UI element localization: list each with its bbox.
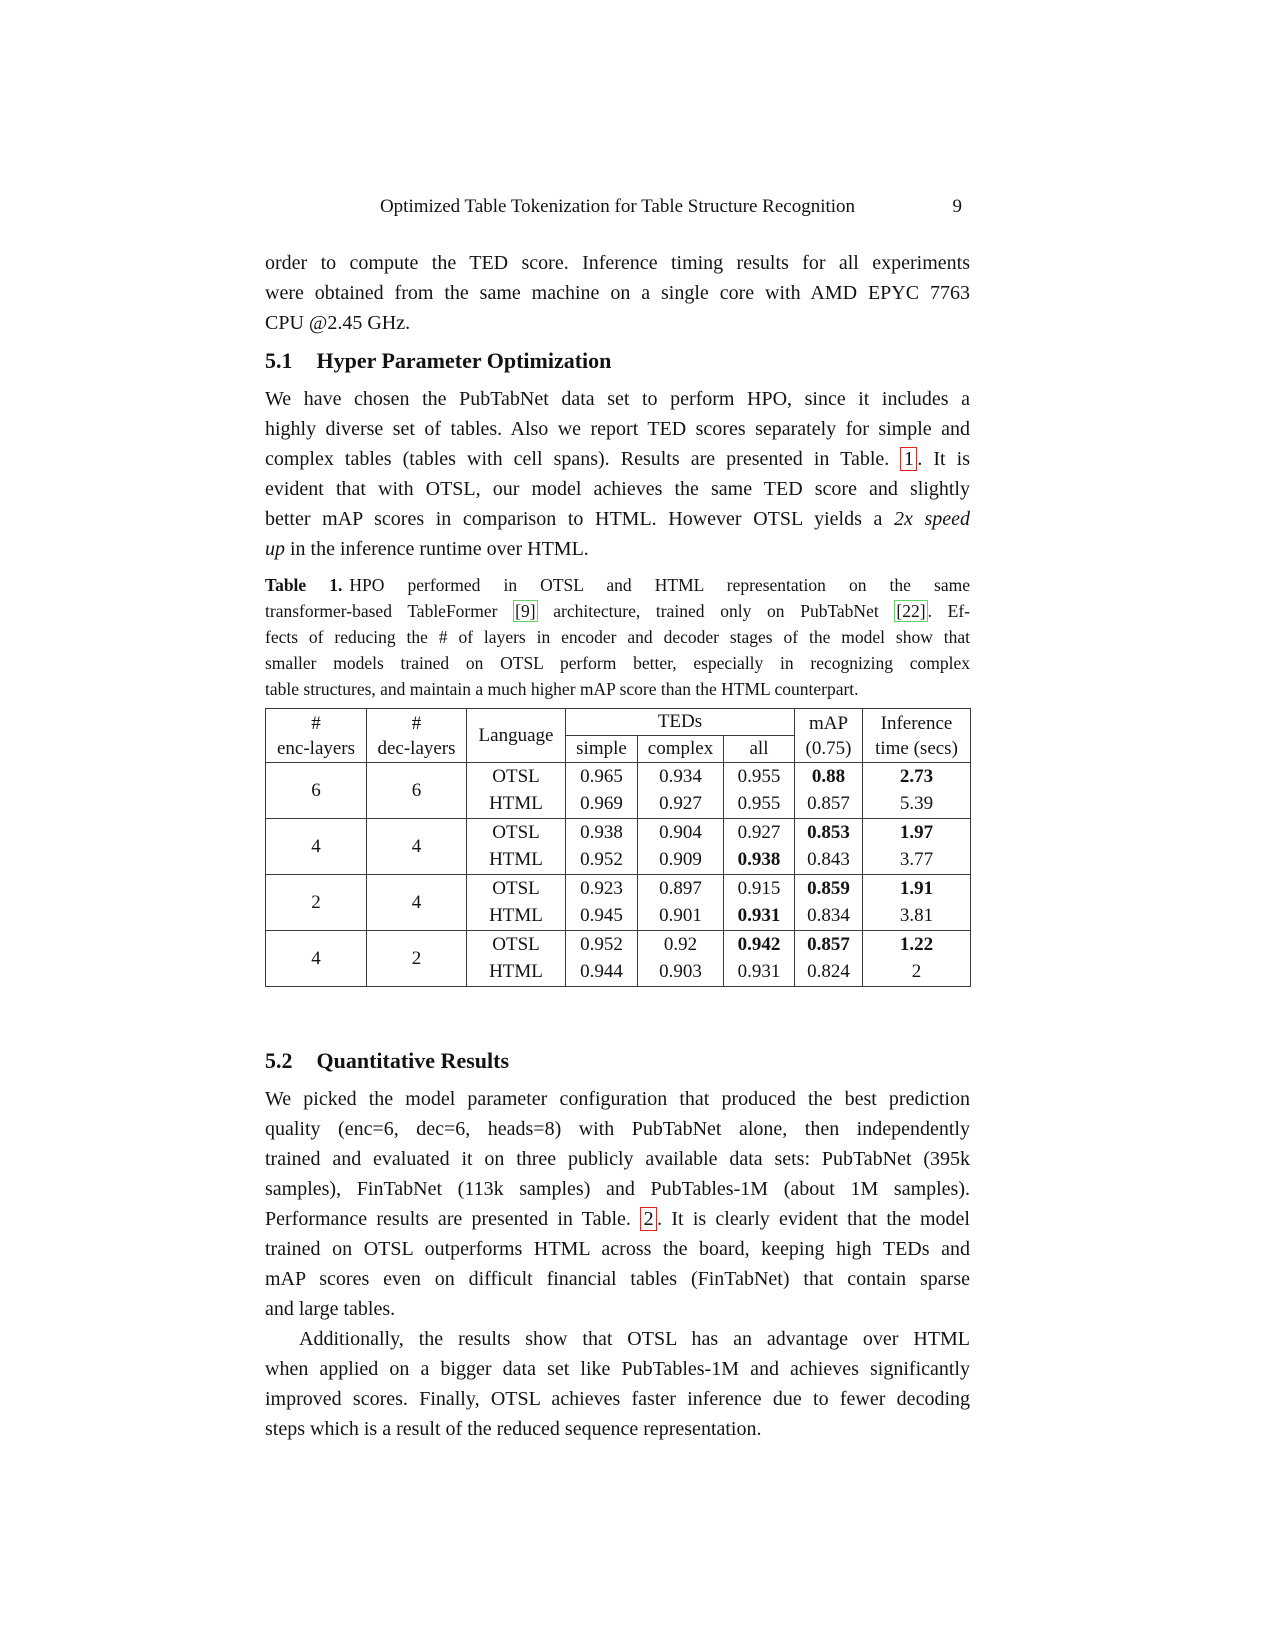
italic-text-span: up (265, 538, 285, 560)
section-title: Hyper Parameter Optimization (316, 348, 612, 373)
citation-link[interactable]: [9] (515, 601, 536, 621)
table-header-cell: complex (638, 736, 724, 763)
text-line (265, 650, 970, 676)
running-head (265, 196, 970, 218)
table-body (266, 763, 971, 987)
table-cell: 2 (266, 875, 367, 931)
table-cell: 2.73 (863, 763, 971, 791)
table-cell: 3.77 (863, 847, 971, 875)
text-span: Performance results are presented in Table. (265, 1208, 641, 1230)
table-cell: 4 (266, 819, 367, 875)
text-span: in the inference runtime over HTML. (285, 538, 589, 560)
text-span: table structures, and maintain a much higher mAP score than the HTML counterpart. (265, 679, 859, 699)
paragraph-intro (265, 248, 970, 338)
table-cell: 0.927 (724, 819, 795, 847)
text-line (265, 624, 970, 650)
text-span: trained and evaluated it on three publicly available data sets: PubTabNet (395k (265, 1148, 970, 1170)
section-heading-5-1 (265, 348, 970, 374)
table-header-cell (266, 709, 367, 763)
table-row (266, 763, 971, 791)
text-span: steps which is a result of the reduced sequence representation. (265, 1418, 762, 1440)
table-header (266, 709, 971, 763)
text-span: . It is (917, 448, 970, 470)
table-cell: 0.853 (795, 819, 863, 847)
table-cell: 0.909 (638, 847, 724, 875)
table-header-cell-teds: TEDs (566, 709, 795, 736)
text-span: quality (enc=6, dec=6, heads=8) with PubTabNet alone, then independently (265, 1118, 970, 1140)
table-cell: 0.969 (566, 791, 638, 819)
text-span: trained on OTSL outperforms HTML across the board, keeping high TEDs and (265, 1238, 970, 1260)
table-cell: 1.91 (863, 875, 971, 903)
paragraph-additionally (265, 1324, 970, 1444)
section-heading-5-2 (265, 1048, 970, 1074)
text-span: were obtained from the same machine on a single core with AMD EPYC 7763 (265, 282, 970, 304)
table-header-cell (795, 709, 863, 763)
citation-link[interactable]: [22] (896, 601, 926, 621)
table-cell: 1.22 (863, 931, 971, 959)
table-cell: 4 (367, 819, 467, 875)
table-reference-link[interactable]: 1 (900, 447, 917, 471)
table-cell: HTML (467, 959, 566, 987)
table-cell: 1.97 (863, 819, 971, 847)
text-span: samples), FinTabNet (113k samples) and PubTables-1M (about 1M samples). (265, 1178, 970, 1200)
text-line (265, 414, 970, 444)
text-line (265, 534, 970, 564)
header-dec-label: dec-layers (377, 737, 456, 759)
text-line (265, 248, 970, 278)
text-line (265, 474, 970, 504)
table-header-cell (367, 709, 467, 763)
table-cell: 0.965 (566, 763, 638, 791)
table-cell: 0.897 (638, 875, 724, 903)
text-line (265, 1384, 970, 1414)
text-span: fects of reducing the # of layers in encoder and decoder stages of the model show that (265, 627, 970, 647)
table-cell: 2 (367, 931, 467, 987)
table-cell: 4 (266, 931, 367, 987)
table-reference-link[interactable]: 2 (640, 1207, 657, 1231)
text-span: We picked the model parameter configuration that produced the best prediction (265, 1088, 970, 1110)
text-line (265, 1354, 970, 1384)
header-inference-label: Inference (880, 712, 953, 734)
table-cell: 0.915 (724, 875, 795, 903)
table-cell: 0.931 (724, 903, 795, 931)
text-span: architecture, trained only on PubTabNet (537, 601, 895, 621)
text-span: Additionally, the results show that OTSL has an advantage over HTML (299, 1328, 970, 1350)
text-span: HPO performed in OTSL and HTML representation on the same (349, 575, 970, 595)
text-line (265, 1204, 970, 1234)
text-line (265, 676, 970, 702)
table-header-cell: simple (566, 736, 638, 763)
table-cell: 5.39 (863, 791, 971, 819)
table-cell: OTSL (467, 931, 566, 959)
text-line (265, 1324, 970, 1354)
table-cell: 0.843 (795, 847, 863, 875)
text-line (265, 1144, 970, 1174)
text-line (265, 504, 970, 534)
table-cell: 0.944 (566, 959, 638, 987)
text-span: CPU @2.45 GHz. (265, 312, 411, 334)
table-cell: OTSL (467, 763, 566, 791)
text-span: highly diverse set of tables. Also we report TED scores separately for simple and (265, 418, 970, 440)
table-cell: 0.92 (638, 931, 724, 959)
page-number: 9 (952, 196, 962, 217)
text-span: and large tables. (265, 1298, 396, 1320)
table-cell: 4 (367, 875, 467, 931)
table-header-cell: Language (467, 709, 566, 763)
text-span: better mAP scores in comparison to HTML. However OTSL yields a (265, 508, 894, 530)
text-line (265, 598, 970, 624)
table-cell: 0.952 (566, 847, 638, 875)
text-line (265, 1174, 970, 1204)
table-cell: 0.834 (795, 903, 863, 931)
header-dec-hash: # (411, 712, 422, 734)
text-span: transformer-based TableFormer (265, 601, 514, 621)
table-header-cell: all (724, 736, 795, 763)
table-cell: 0.942 (724, 931, 795, 959)
header-inference-unit: time (secs) (875, 737, 958, 759)
text-span: . Ef- (927, 601, 970, 621)
text-line (265, 278, 970, 308)
table-cell: OTSL (467, 875, 566, 903)
header-map-threshold: (0.75) (805, 737, 852, 759)
table-cell: 0.857 (795, 791, 863, 819)
text-line (265, 444, 970, 474)
table-cell: 0.901 (638, 903, 724, 931)
table-cell: 2 (863, 959, 971, 987)
text-span: mAP scores even on difficult financial tables (FinTabNet) that contain sparse (265, 1268, 970, 1290)
table-header-cell (863, 709, 971, 763)
section-number: 5.2 (265, 1048, 293, 1073)
text-line (265, 1084, 970, 1114)
table-cell: 0.955 (724, 791, 795, 819)
text-line (265, 384, 970, 414)
table-row (266, 931, 971, 959)
text-line (265, 1114, 970, 1144)
italic-text-span: 2x speed (893, 508, 970, 530)
text-span: when applied on a bigger data set like PubTables-1M and achieves significantly (265, 1358, 970, 1380)
text-span: order to compute the TED score. Inference timing results for all experiments (265, 252, 970, 274)
paragraph-quantitative (265, 1084, 970, 1324)
text-column (265, 0, 970, 1650)
table-cell: 0.88 (795, 763, 863, 791)
paragraph-hpo (265, 384, 970, 564)
text-span: evident that with OTSL, our model achieves the same TED score and slightly (265, 478, 970, 500)
results-table-wrapper (265, 708, 970, 987)
table-cell: HTML (467, 903, 566, 931)
table-cell: OTSL (467, 819, 566, 847)
text-span: smaller models trained on OTSL perform better, especially in recognizing complex (265, 653, 970, 673)
text-span: complex tables (tables with cell spans). Results are presented in Table. (265, 448, 901, 470)
table-cell: 0.824 (795, 959, 863, 987)
text-span: We have chosen the PubTabNet data set to perform HPO, since it includes a (265, 388, 970, 410)
table-cell: 6 (367, 763, 467, 819)
text-line (265, 308, 970, 338)
section-title: Quantitative Results (316, 1048, 509, 1073)
text-span: . It is clearly evident that the model (657, 1208, 970, 1230)
text-line (265, 1414, 970, 1444)
table-cell: 0.923 (566, 875, 638, 903)
table-cell: 0.938 (724, 847, 795, 875)
table-cell: 0.955 (724, 763, 795, 791)
results-table (265, 708, 971, 987)
table-cell: 0.931 (724, 959, 795, 987)
table-cell: 0.938 (566, 819, 638, 847)
table-row (266, 819, 971, 847)
table-cell: 0.859 (795, 875, 863, 903)
table-cell: 0.927 (638, 791, 724, 819)
table-1-caption (265, 572, 970, 702)
text-line (265, 1234, 970, 1264)
table-cell: HTML (467, 791, 566, 819)
table-cell: 0.945 (566, 903, 638, 931)
running-head-title: Optimized Table Tokenization for Table Structure Recognition (379, 196, 856, 217)
table-cell: 3.81 (863, 903, 971, 931)
header-map-label: mAP (808, 712, 849, 734)
table-cell: 0.857 (795, 931, 863, 959)
table-cell: 0.903 (638, 959, 724, 987)
table-cell: 0.904 (638, 819, 724, 847)
bold-text-span: Table 1. (265, 575, 343, 595)
table-cell: HTML (467, 847, 566, 875)
header-enc-hash: # (311, 712, 321, 734)
text-span: improved scores. Finally, OTSL achieves faster inference due to fewer decoding (265, 1388, 970, 1410)
table-row (266, 875, 971, 903)
section-number: 5.1 (265, 348, 293, 373)
text-line (265, 1264, 970, 1294)
table-cell: 0.952 (566, 931, 638, 959)
header-enc-label: enc-layers (276, 737, 356, 759)
text-line (265, 1294, 970, 1324)
table-cell: 6 (266, 763, 367, 819)
table-cell: 0.934 (638, 763, 724, 791)
text-line (265, 572, 970, 598)
